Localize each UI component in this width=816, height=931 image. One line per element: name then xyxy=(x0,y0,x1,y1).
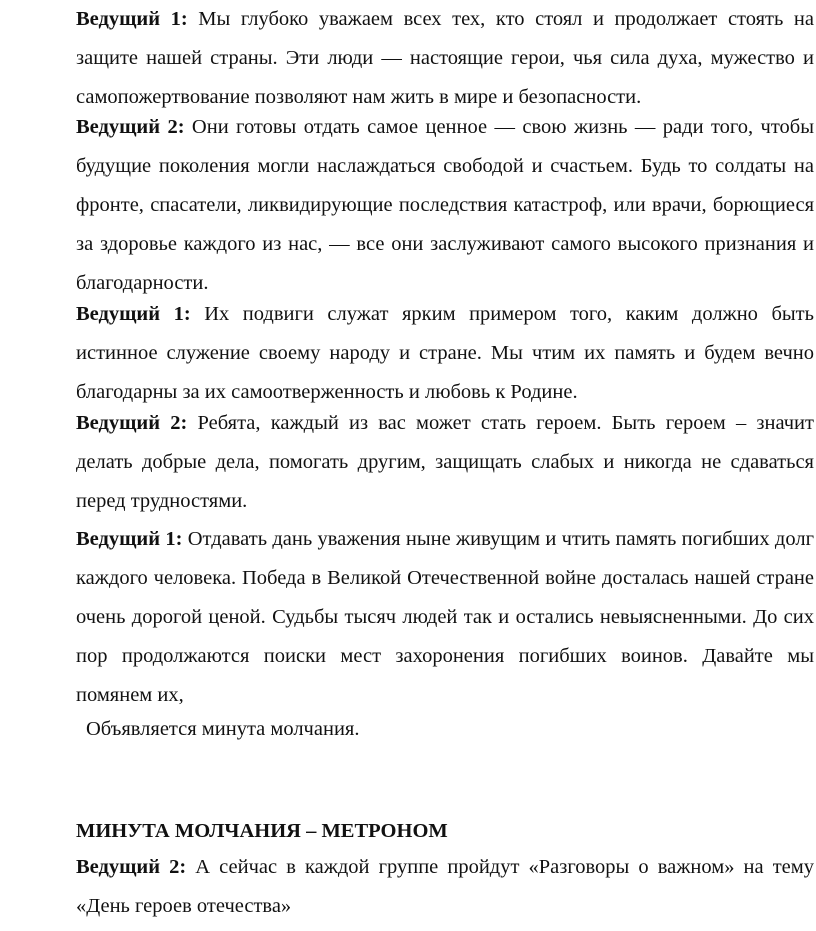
paragraph-text: Они готовы отдать самое ценное — свою жизнь — ради того, чтобы будущие поколения могли наслаждаться свободой и счастьем. Будь то солдаты на фронте, спасатели, ликвидирующие последствия катастроф, или врачи, борющиеся за здоровье каждого из нас, — все они заслуживают самого высокого признания и благодарности. xyxy=(76,116,814,294)
paragraph-host1-memory xyxy=(76,520,814,715)
paragraph-text: Ребята, каждый из вас может стать героем. Быть героем – значит делать добрые дела, помогать другим, защищать слабых и никогда не сдаваться перед трудностями. xyxy=(76,412,814,512)
section-heading: МИНУТА МОЛЧАНИЯ – МЕТРОНОМ xyxy=(76,820,448,842)
paragraph-host2-heroes xyxy=(76,108,814,303)
speaker-label: Ведущий 2: xyxy=(76,116,185,138)
paragraph-host2-final xyxy=(76,848,814,926)
paragraph-text: Мы глубоко уважаем всех тех, кто стоял и продолжает стоять на защите нашей страны. Эти люди — настоящие герои, чья сила духа, мужество и самопожертвование позволяют нам жить в мире и безопасности. xyxy=(76,8,814,108)
paragraph-host1-deeds xyxy=(76,295,814,412)
speaker-label: Ведущий 2: xyxy=(76,412,188,434)
speaker-label: Ведущий 1: xyxy=(76,303,191,325)
speaker-label: Ведущий 2: xyxy=(76,856,187,878)
speaker-label: Ведущий 1: xyxy=(76,8,188,30)
paragraph-text: Их подвиги служат ярким примером того, каким должно быть истинное служение своему народу и стране. Мы чтим их память и будем вечно благодарны за их самоотверженность и любовь к Родине. xyxy=(76,303,814,403)
paragraph-host2-children xyxy=(76,404,814,521)
paragraph-text: Отдавать дань уважения ныне живущим и чтить память погибших долг каждого человека. Победа в Великой Отечественной войне досталась нашей стране очень дорогой ценой. Судьбы тысяч людей так и остались невыясненными. До сих пор продолжаются поиски мест захоронения погибших воинов. Давайте мы помянем их, xyxy=(76,528,814,706)
minute-of-silence-note: Объявляется минута молчания. xyxy=(86,718,360,740)
paragraph-host1-intro xyxy=(76,0,814,117)
paragraph-text: А сейчас в каждой группе пройдут «Разговоры о важном» на тему «День героев отечества» xyxy=(76,856,814,917)
speaker-label: Ведущий 1: xyxy=(76,528,183,550)
